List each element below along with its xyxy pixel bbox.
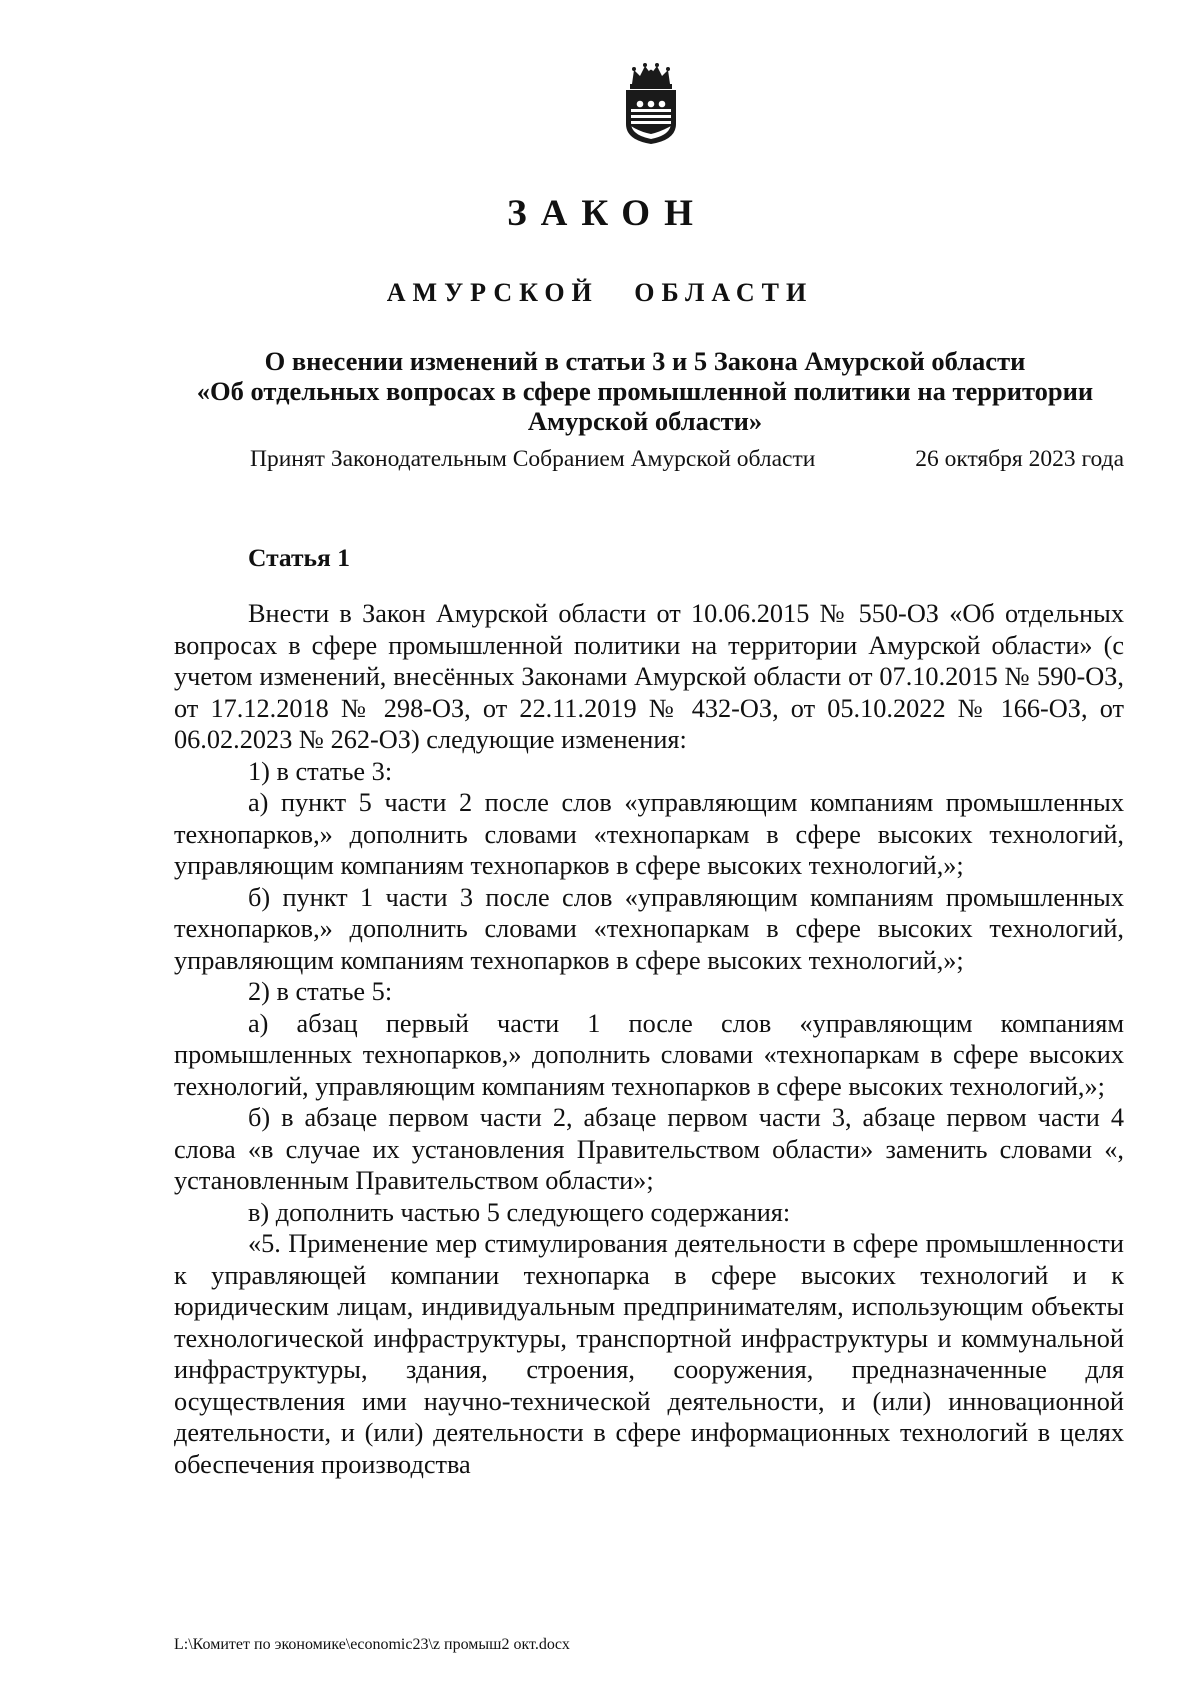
article-paragraph: а) пункт 5 части 2 после слов «управляющим компаниям промышленных технопарков,» дополнить словами «технопаркам в сфере высоких технологий, управляющим компаниям технопарков в сфере высоких технологий,»; bbox=[174, 788, 1124, 880]
article-paragraph: б) в абзаце первом части 2, абзаце первом части 3, абзаце первом части 4 слова «в случае их установления Правительством области» заменить словами «, установленным Правительством области»; bbox=[174, 1103, 1124, 1195]
article-paragraph: б) пункт 1 части 3 после слов «управляющим компаниям промышленных технопарков,» дополнить словами «технопаркам в сфере высоких технологий, управляющим компаниям технопарков в сфере высоких технологий,»; bbox=[174, 882, 1124, 975]
adoption-date: 26 октября 2023 года bbox=[915, 446, 1124, 472]
law-heading-line: «Об отдельных вопросах в сфере промышленной политики на территории bbox=[196, 376, 1094, 406]
law-heading-line: Амурской области» bbox=[527, 406, 763, 436]
amur-oblast-coat-of-arms-icon bbox=[620, 62, 682, 146]
adopted-by-text: Принят Законодательным Собранием Амурской области bbox=[250, 446, 816, 472]
law-heading-line: О внесении изменений в статьи 3 и 5 Закона Амурской области bbox=[264, 346, 1026, 376]
article-body bbox=[174, 598, 1124, 1480]
document-type-title: ЗАКОН bbox=[507, 193, 707, 234]
law-heading bbox=[160, 346, 1130, 436]
file-path-footer: L:\Комитет по экономике\economic23\z промыш2 окт.docx bbox=[174, 1636, 570, 1653]
article-paragraph: а) абзац первый части 1 после слов «управляющим компаниям промышленных технопарков,» дополнить словами «технопаркам в сфере высоких технологий, управляющим компаниям технопарков в сфере высоких технологий,»; bbox=[174, 1008, 1124, 1101]
article-paragraph: 1) в статье 3: bbox=[248, 756, 393, 786]
article-paragraph: «5. Применение мер стимулирования деятельности в сфере промышленности к управляющей компании технопарка в сфере высоких технологий и к юридическим лицам, индивидуальным предпринимателям, использующим объекты технологической инфраструктуры, транспортной инфраструктуры и коммунальной инфраструктуры, здания, строения, сооружения, предназначенные для осуществления ими научно-технической деятельности, и (или) инновационной деятельности, и (или) деятельности в сфере информационных технологий в целях обеспечения производства bbox=[174, 1229, 1124, 1479]
article-title: Статья 1 bbox=[248, 543, 350, 572]
article-paragraph: в) дополнить частью 5 следующего содержания: bbox=[248, 1197, 791, 1227]
article-paragraph: 2) в статье 5: bbox=[248, 977, 393, 1006]
region-title: АМУРСКОЙ ОБЛАСТИ bbox=[386, 278, 814, 307]
article-paragraph: Внести в Закон Амурской области от 10.06.2015 № 550-ОЗ «Об отдельных вопросах в сфере промышленной политики на территории Амурской области» (с учетом изменений, внесённых Законами Амурской области от 07.10.2015 № 590-ОЗ, от 17.12.2018 № 298-ОЗ, от 22.11.2019 № 432-ОЗ, от 05.10.2022 № 166-ОЗ, от 06.02.2023 № 262-ОЗ) следующие изменения: bbox=[174, 599, 1124, 754]
